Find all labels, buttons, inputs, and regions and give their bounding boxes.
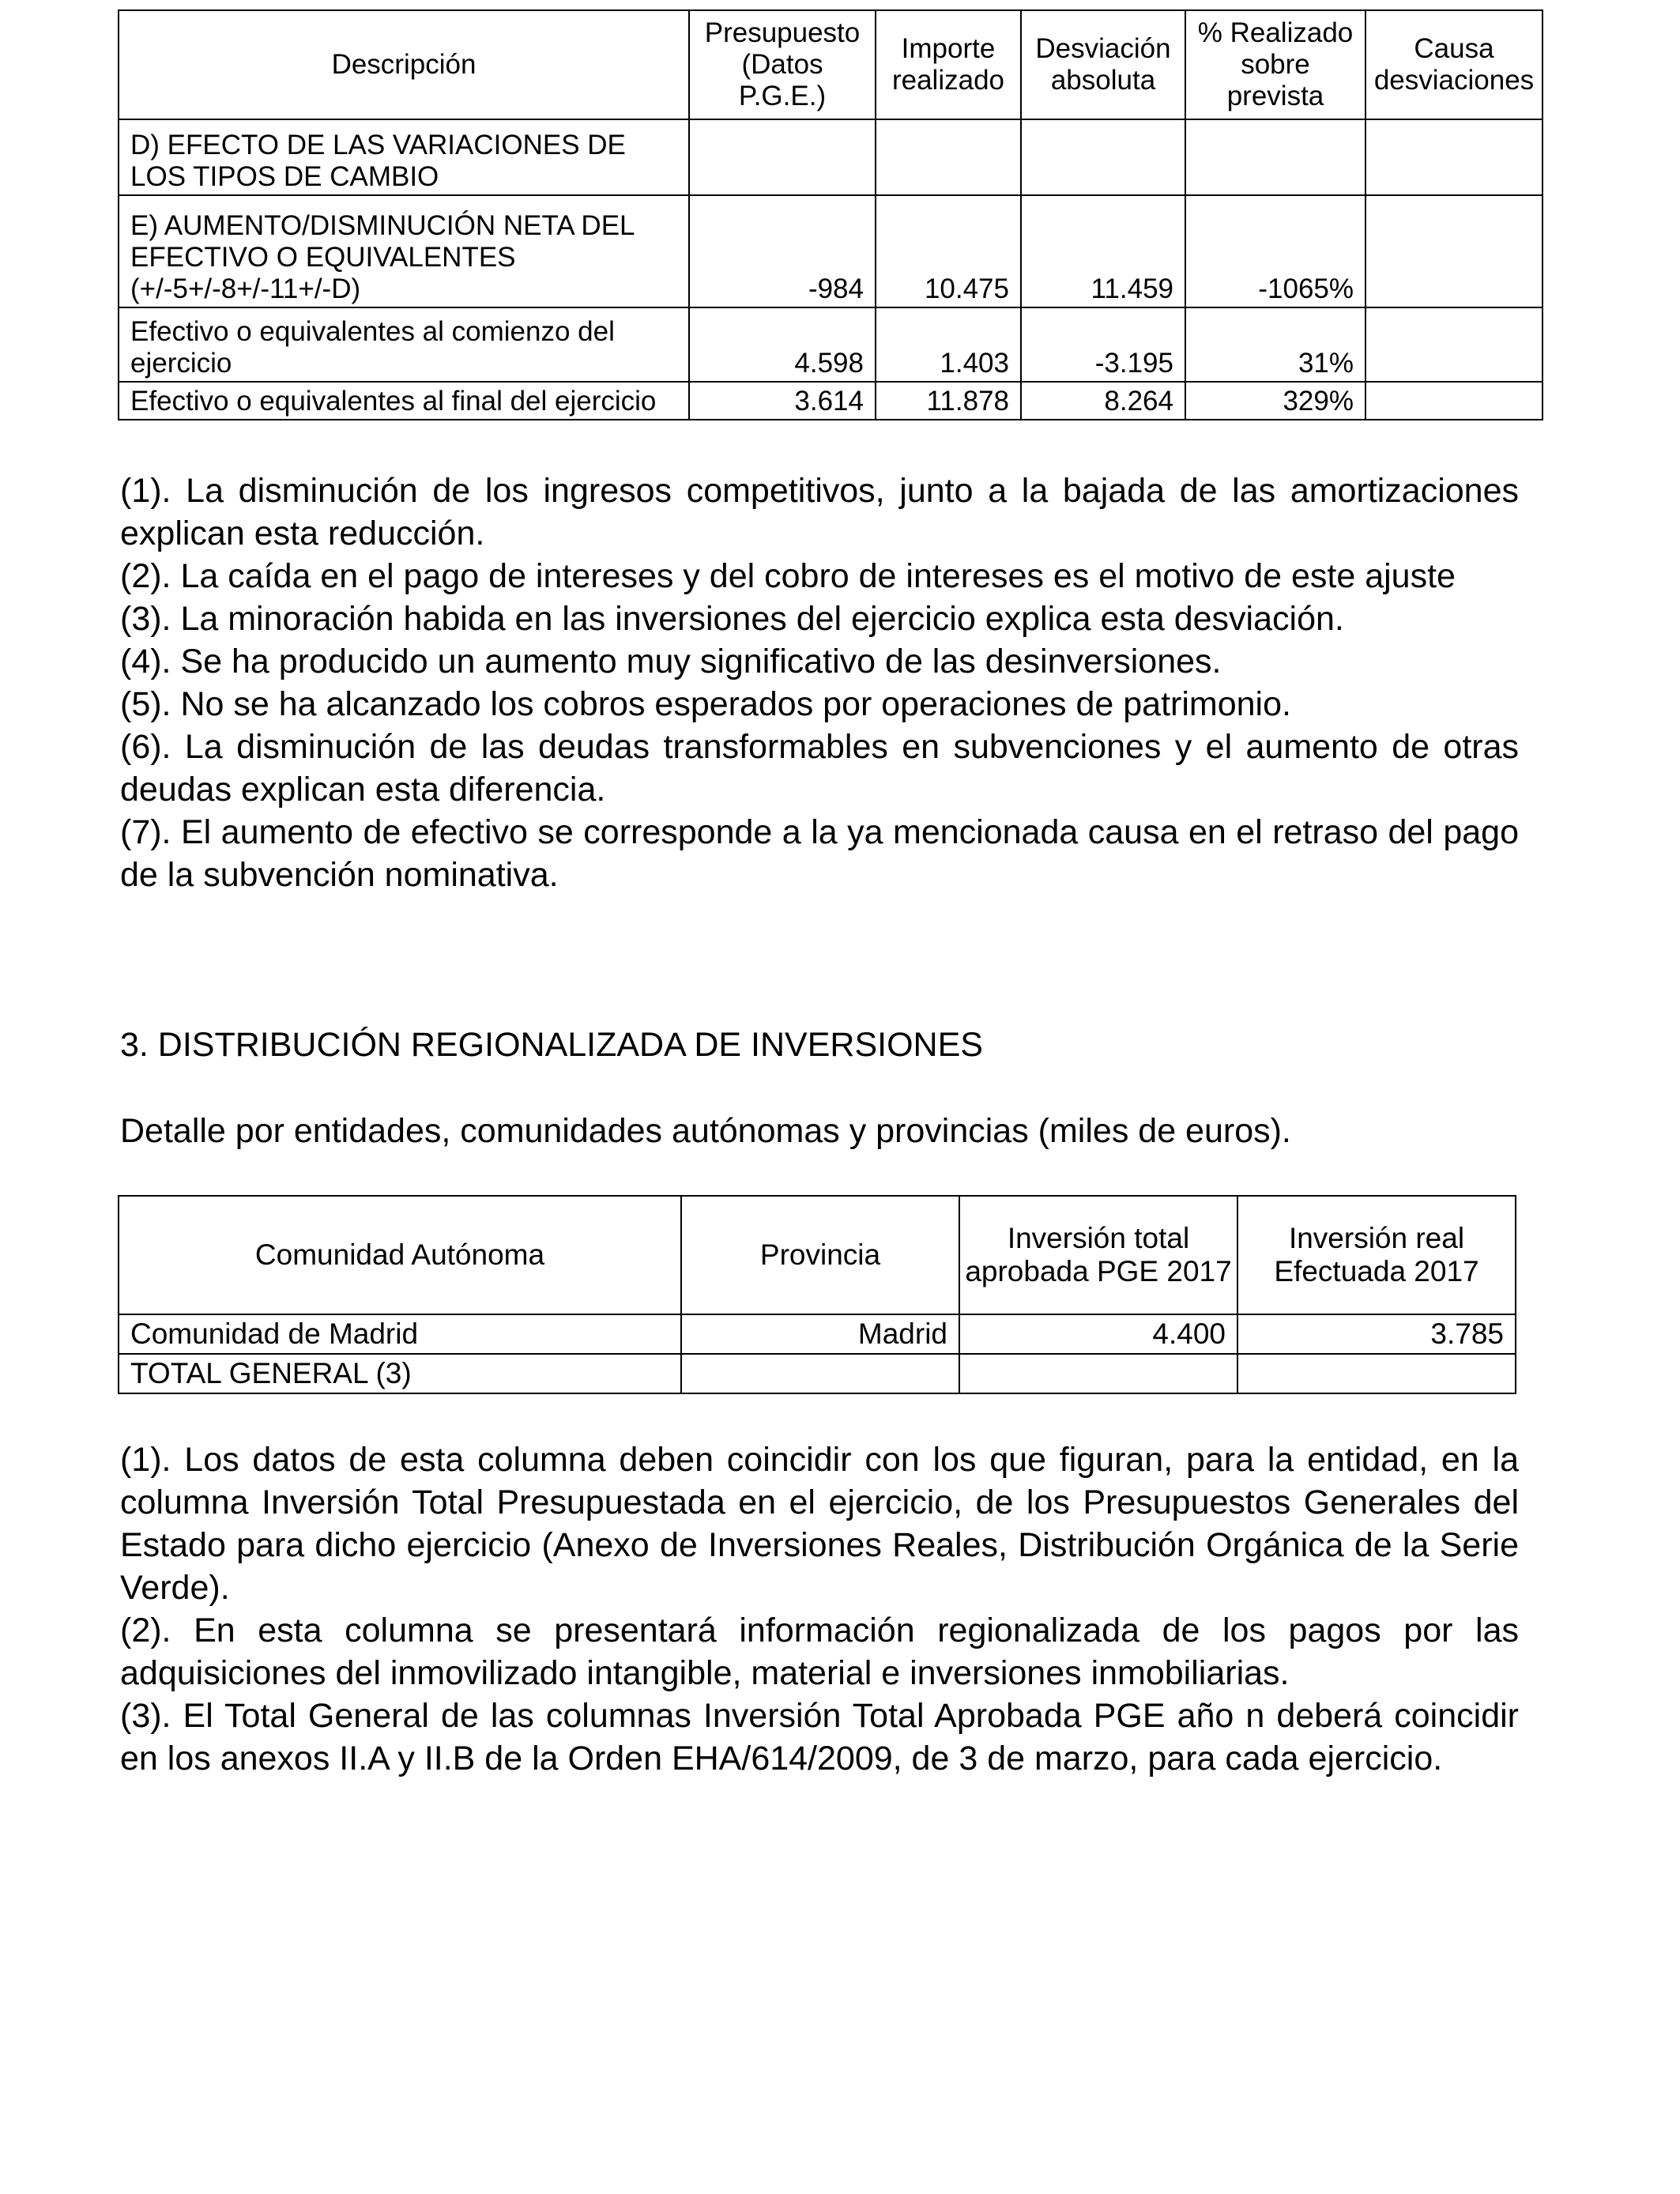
cell-desviacion xyxy=(1021,119,1185,195)
section-subtitle: Detalle por entidades, comunidades autónomas y provincias (miles de euros). xyxy=(120,1112,1291,1150)
header-efectuada: Inversión real Efectuada 2017 xyxy=(1237,1196,1516,1314)
cell-descripcion: D) EFECTO DE LAS VARIACIONES DE LOS TIPOS DE CAMBIO xyxy=(119,119,689,195)
section-title: 3. DISTRIBUCIÓN REGIONALIZADA DE INVERSIONES xyxy=(120,1026,983,1064)
note-item: (3). La minoración habida en las inversiones del ejercicio explica esta desviación. xyxy=(120,600,1344,638)
note-item: (3). El Total General de las columnas Inversión Total Aprobada PGE año n deberá coincidir en los anexos II.A y II.B de la Orden EHA/614/2009, de 3 de marzo, para cada ejercicio. xyxy=(120,1697,1519,1777)
cell-causa xyxy=(1365,307,1543,382)
note-item: (1). La disminución de los ingresos competitivos, junto a la bajada de las amortizaciones explican esta reducción. xyxy=(120,472,1519,552)
table-header-row xyxy=(119,1196,1516,1314)
cell-causa xyxy=(1365,195,1543,307)
cell-descripcion: E) AUMENTO/DISMINUCIÓN NETA DEL EFECTIVO O EQUIVALENTES (+/-5+/-8+/-11+/-D) xyxy=(119,195,689,307)
cell-importe xyxy=(876,119,1021,195)
cell-presupuesto xyxy=(689,119,876,195)
note-item: (2). En esta columna se presentará información regionalizada de los pagos por las adquisiciones del inmovilizado intangible, material e inversiones inmobiliarias. xyxy=(120,1612,1519,1692)
investment-table xyxy=(118,1195,1516,1394)
header-presupuesto: Presupuesto (Datos P.G.E.) xyxy=(689,10,876,119)
note-item: (5). No se ha alcanzado los cobros esperados por operaciones de patrimonio. xyxy=(120,685,1291,723)
cell-aprobada: 4.400 xyxy=(959,1314,1237,1354)
header-importe: Importe realizado xyxy=(876,10,1021,119)
cell-porcentaje xyxy=(1185,119,1365,195)
cell-comunidad: Comunidad de Madrid xyxy=(119,1314,681,1354)
cell-aprobada xyxy=(959,1354,1237,1393)
cell-presupuesto: 4.598 xyxy=(689,307,876,382)
cell-desviacion: -3.195 xyxy=(1021,307,1185,382)
cell-importe: 11.878 xyxy=(876,382,1021,420)
table-row xyxy=(119,307,1543,382)
cell-descripcion: Efectivo o equivalentes al comienzo del ejercicio xyxy=(119,307,689,382)
cell-efectuada xyxy=(1237,1354,1516,1393)
cell-descripcion: Efectivo o equivalentes al final del ejercicio xyxy=(119,382,689,420)
note-item: (1). Los datos de esta columna deben coincidir con los que figuran, para la entidad, en la columna Inversión Total Presupuestada en el ejercicio, de los Presupuestos Generales del Estado para dicho ejercicio (Anexo de Inversiones Reales, Distribución Orgánica de la Serie Verde). xyxy=(120,1441,1519,1607)
table-row xyxy=(119,195,1543,307)
header-causa: Causa desviaciones xyxy=(1365,10,1543,119)
cell-presupuesto: 3.614 xyxy=(689,382,876,420)
cell-desviacion: 11.459 xyxy=(1021,195,1185,307)
cell-presupuesto: -984 xyxy=(689,195,876,307)
note-item: (4). Se ha producido un aumento muy significativo de las desinversiones. xyxy=(120,643,1222,680)
header-desviacion: Desviación absoluta xyxy=(1021,10,1185,119)
header-porcentaje: % Realizado sobre prevista xyxy=(1185,10,1365,119)
note-item: (6). La disminución de las deudas transformables en subvenciones y el aumento de otras deudas explican esta diferencia. xyxy=(120,728,1519,809)
cell-provincia: Madrid xyxy=(681,1314,959,1354)
table-row xyxy=(119,1314,1516,1354)
cell-causa xyxy=(1365,382,1543,420)
note-item: (2). La caída en el pago de intereses y del cobro de intereses es el motivo de este ajuste xyxy=(120,557,1456,595)
table-row xyxy=(119,1354,1516,1393)
cell-porcentaje: -1065% xyxy=(1185,195,1365,307)
investment-notes xyxy=(120,1438,1519,1780)
header-descripcion: Descripción xyxy=(119,10,689,119)
cell-importe: 10.475 xyxy=(876,195,1021,307)
cell-desviacion: 8.264 xyxy=(1021,382,1185,420)
cell-provincia xyxy=(681,1354,959,1393)
cash-flow-table xyxy=(118,9,1543,420)
header-aprobada: Inversión total aprobada PGE 2017 xyxy=(959,1196,1237,1314)
header-comunidad: Comunidad Autónoma xyxy=(119,1196,681,1314)
table-row xyxy=(119,382,1543,420)
note-item: (7). El aumento de efectivo se corresponde a la ya mencionada causa en el retraso del pago de la subvención nominativa. xyxy=(120,813,1519,894)
table-row xyxy=(119,119,1543,195)
cell-causa xyxy=(1365,119,1543,195)
cell-importe: 1.403 xyxy=(876,307,1021,382)
cell-porcentaje: 329% xyxy=(1185,382,1365,420)
deviation-notes xyxy=(120,469,1519,896)
table-header-row xyxy=(119,10,1543,119)
cell-efectuada: 3.785 xyxy=(1237,1314,1516,1354)
cell-porcentaje: 31% xyxy=(1185,307,1365,382)
cell-comunidad: TOTAL GENERAL (3) xyxy=(119,1354,681,1393)
header-provincia: Provincia xyxy=(681,1196,959,1314)
